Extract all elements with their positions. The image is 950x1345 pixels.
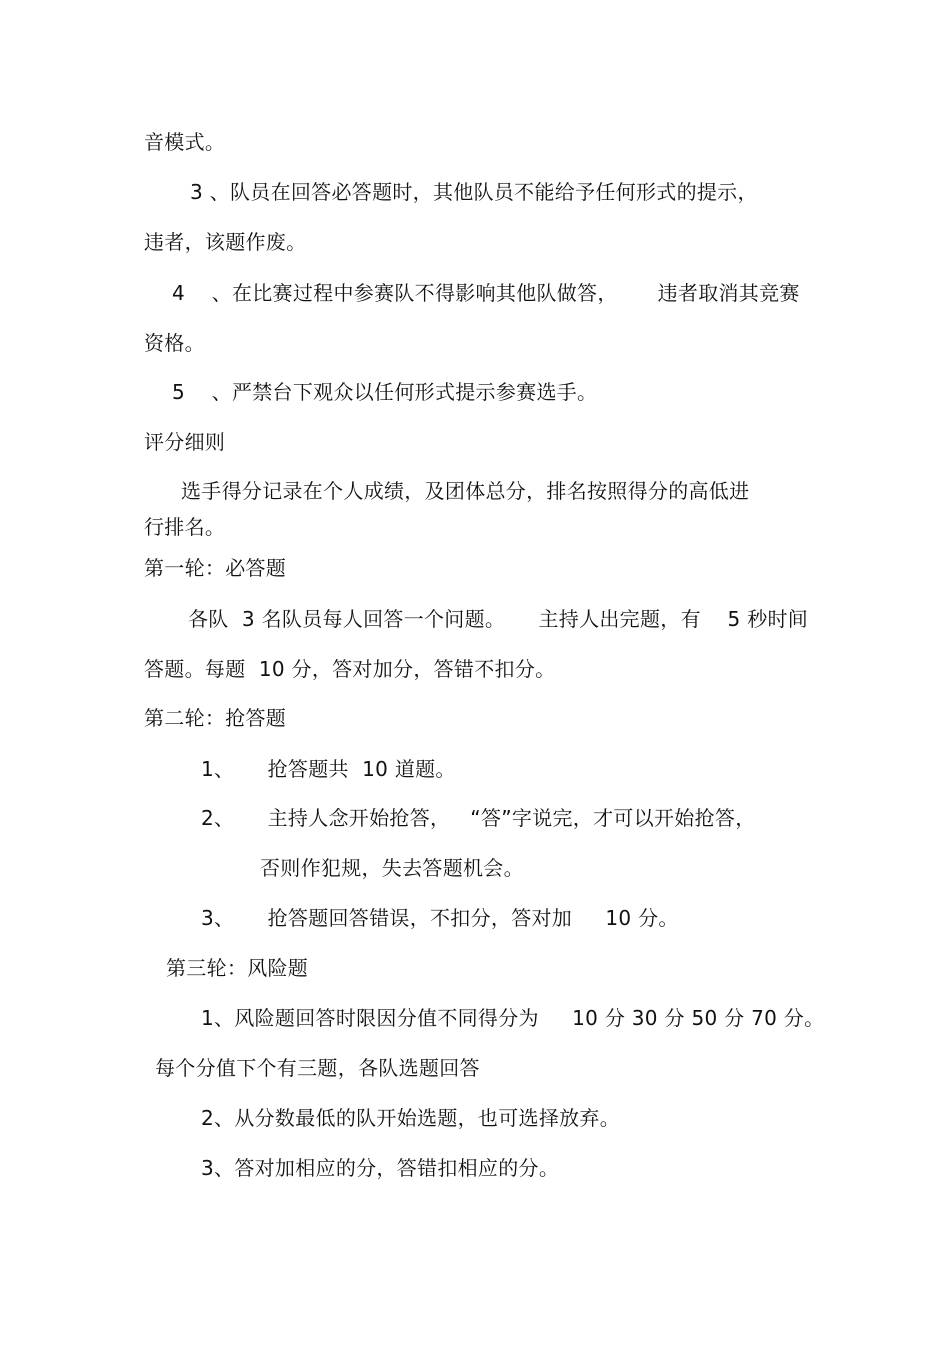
round-3-heading: 第三轮：风险题 (166, 956, 309, 980)
round-3-item-1: 1、风险题回答时限因分值不同得分为 10 分 30 分 50 分 70 分。 (201, 1006, 825, 1030)
section-heading-scoring: 评分细则 (144, 430, 226, 454)
round-1-paragraph-line-2: 答题。每题 10 分，答对加分，答错不扣分。 (144, 657, 556, 681)
rule-3-line: 3 、队员在回答必答题时，其他队员不能给予任何形式的提示， (190, 180, 758, 204)
round-2-item-3: 3、 抢答题回答错误，不扣分，答对加 10 分。 (201, 906, 679, 930)
round-3-item-3: 3、答对加相应的分，答错扣相应的分。 (201, 1156, 560, 1180)
round-2-item-1: 1、 抢答题共 10 道题。 (201, 757, 456, 781)
round-2-item-2-continuation: 否则作犯规，失去答题机会。 (260, 856, 524, 880)
paragraph-line-1: 音模式。 (144, 130, 226, 154)
round-3-item-1-continuation: 每个分值下个有三题，各队选题回答 (155, 1056, 480, 1080)
rule-4-continuation: 资格。 (144, 331, 205, 355)
scoring-paragraph-line-2: 行排名。 (144, 515, 226, 539)
rule-4-line: 4 、在比赛过程中参赛队不得影响其他队做答， 违者取消其竞赛 (172, 281, 800, 305)
round-2-item-2: 2、 主持人念开始抢答， “答”字说完，才可以开始抢答， (201, 806, 756, 830)
scoring-paragraph-line-1: 选手得分记录在个人成绩，及团体总分，排名按照得分的高低进 (181, 479, 750, 503)
round-1-heading: 第一轮：必答题 (144, 556, 287, 580)
rule-3-continuation: 违者，该题作废。 (144, 230, 307, 254)
rule-5-line: 5 、严禁台下观众以任何形式提示参赛选手。 (172, 380, 598, 404)
round-2-heading: 第二轮：抢答题 (144, 706, 287, 730)
round-1-paragraph-line-1: 各队 3 名队员每人回答一个问题。 主持人出完题，有 5 秒时间 (188, 607, 809, 631)
round-3-item-2: 2、从分数最低的队开始选题，也可选择放弃。 (201, 1106, 621, 1130)
